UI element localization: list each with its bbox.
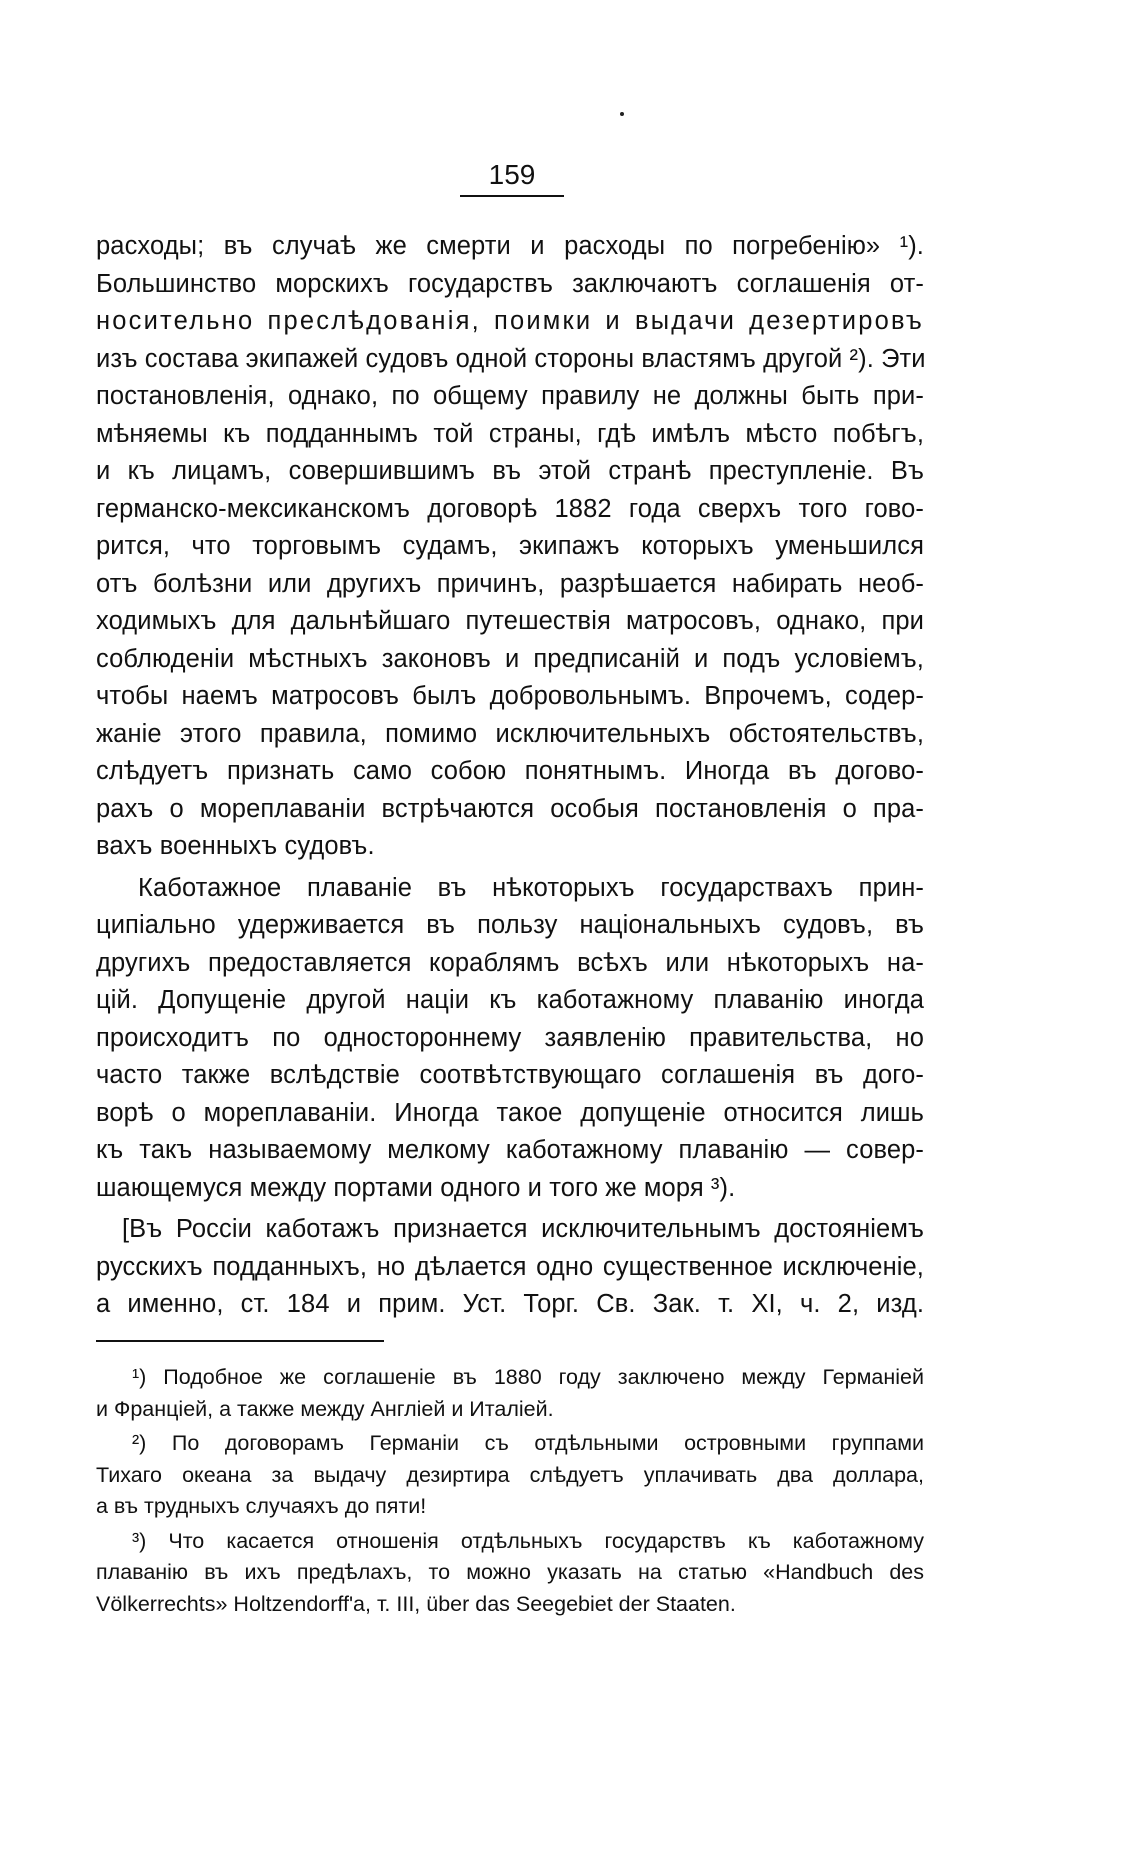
body-line: рится, что торговымъ судамъ, экипажъ которыхъ уменьшился (96, 532, 924, 560)
body-line: часто также вслѣдствіе соотвѣтствующаго соглашенія въ дого- (96, 1061, 924, 1089)
page-number-rule (460, 195, 564, 197)
body-line: происходитъ по одностороннему заявленію правительства, но (96, 1023, 924, 1052)
body-line: ворѣ о мореплаваніи. Иногда такое допущеніе относится лишь (96, 1098, 924, 1127)
footnote-line: ¹) Подобное же соглашеніе въ 1880 году заключено между Германіей (132, 1365, 924, 1389)
footnote-line: Тихаго океана за выдачу дезиртира слѣдуетъ уплачивать два доллара, (96, 1462, 924, 1487)
body-line: Каботажное плаваніе въ нѣкоторыхъ государствахъ прин- (138, 873, 924, 902)
footnote-line: ²) По договорамъ Германіи съ отдѣльными островными группами (132, 1431, 924, 1455)
body-line: другихъ предоставляется кораблямъ всѣхъ или нѣкоторыхъ на- (96, 948, 924, 977)
body-line: мѣняемы къ подданнымъ той страны, гдѣ имѣлъ мѣсто побѣгъ, (96, 419, 924, 448)
footnotes (96, 1362, 924, 1620)
footnote-line: Völkerrechts» Holtzendorff'a, т. III, über das Seegebiet der Staaten. (96, 1591, 736, 1616)
body-line: русскихъ подданныхъ, но дѣлается одно существенное исключеніе, (96, 1252, 924, 1281)
body-line: ходимыхъ для дальнѣйшаго путешествія матросовъ, однако, при (96, 607, 924, 635)
print-speck (620, 112, 624, 116)
body-text (96, 228, 924, 1324)
footnote-rule (96, 1340, 384, 1342)
body-line: расходы; въ случаѣ же смерти и расходы по погребенію» ¹). (96, 232, 924, 260)
footnote-line: плаванію въ ихъ предѣлахъ, то можно указать на статью «Handbuch des (96, 1560, 924, 1584)
body-line: изъ состава экипажей судовъ одной стороны властямъ другой ²). Эти (96, 344, 926, 373)
body-line: отъ болѣзни или другихъ причинъ, разрѣшается набирать необ- (96, 569, 924, 598)
body-line: Большинство морскихъ государствъ заключаютъ соглашенія от- (96, 269, 924, 298)
footnote-line: ³) Что касается отношенія отдѣльныхъ государствъ къ каботажному (132, 1528, 924, 1553)
body-line: вахъ военныхъ судовъ. (96, 832, 375, 860)
body-line: соблюденіи мѣстныхъ законовъ и предписаній и подъ условіемъ, (96, 644, 924, 673)
body-line: носительно преслѣдованія, поимки и выдачи дезертировъ (96, 307, 924, 335)
body-line: цій. Допущеніе другой націи къ каботажному плаванію иногда (96, 986, 924, 1014)
body-line: жаніе этого правила, помимо исключительныхъ обстоятельствъ, (96, 719, 924, 748)
body-line: шающемуся между портами одного и того же моря ³). (96, 1173, 736, 1202)
page-number: 159 (488, 159, 536, 190)
body-line: рахъ о мореплаваніи встрѣчаются особыя постановленія о пра- (96, 794, 924, 823)
body-line: и къ лицамъ, совершившимъ въ этой странѣ преступленіе. Въ (96, 457, 924, 485)
body-line: къ такъ называемому мелкому каботажному плаванію — совер- (96, 1136, 924, 1164)
body-line: ципіально удерживается въ пользу національныхъ судовъ, въ (96, 911, 924, 939)
footnote-line: а въ трудныхъ случаяхъ до пяти! (96, 1494, 427, 1518)
body-line: постановленія, однако, по общему правилу не должны быть при- (96, 382, 924, 410)
body-line: слѣдуетъ признать само собою понятнымъ. Иногда въ догово- (96, 757, 924, 785)
body-line: [Въ Россіи каботажъ признается исключительнымъ достояніемъ (122, 1215, 924, 1243)
body-line: чтобы наемъ матросовъ былъ добровольнымъ. Впрочемъ, содер- (96, 682, 924, 710)
body-line: а именно, ст. 184 и прим. Уст. Торг. Св. Зак. т. XI, ч. 2, изд. (96, 1290, 924, 1318)
footnote-line: и Франціей, а также между Англіей и Италіей. (96, 1396, 554, 1421)
body-line: германско-мексиканскомъ договорѣ 1882 года сверхъ того гово- (96, 494, 924, 523)
